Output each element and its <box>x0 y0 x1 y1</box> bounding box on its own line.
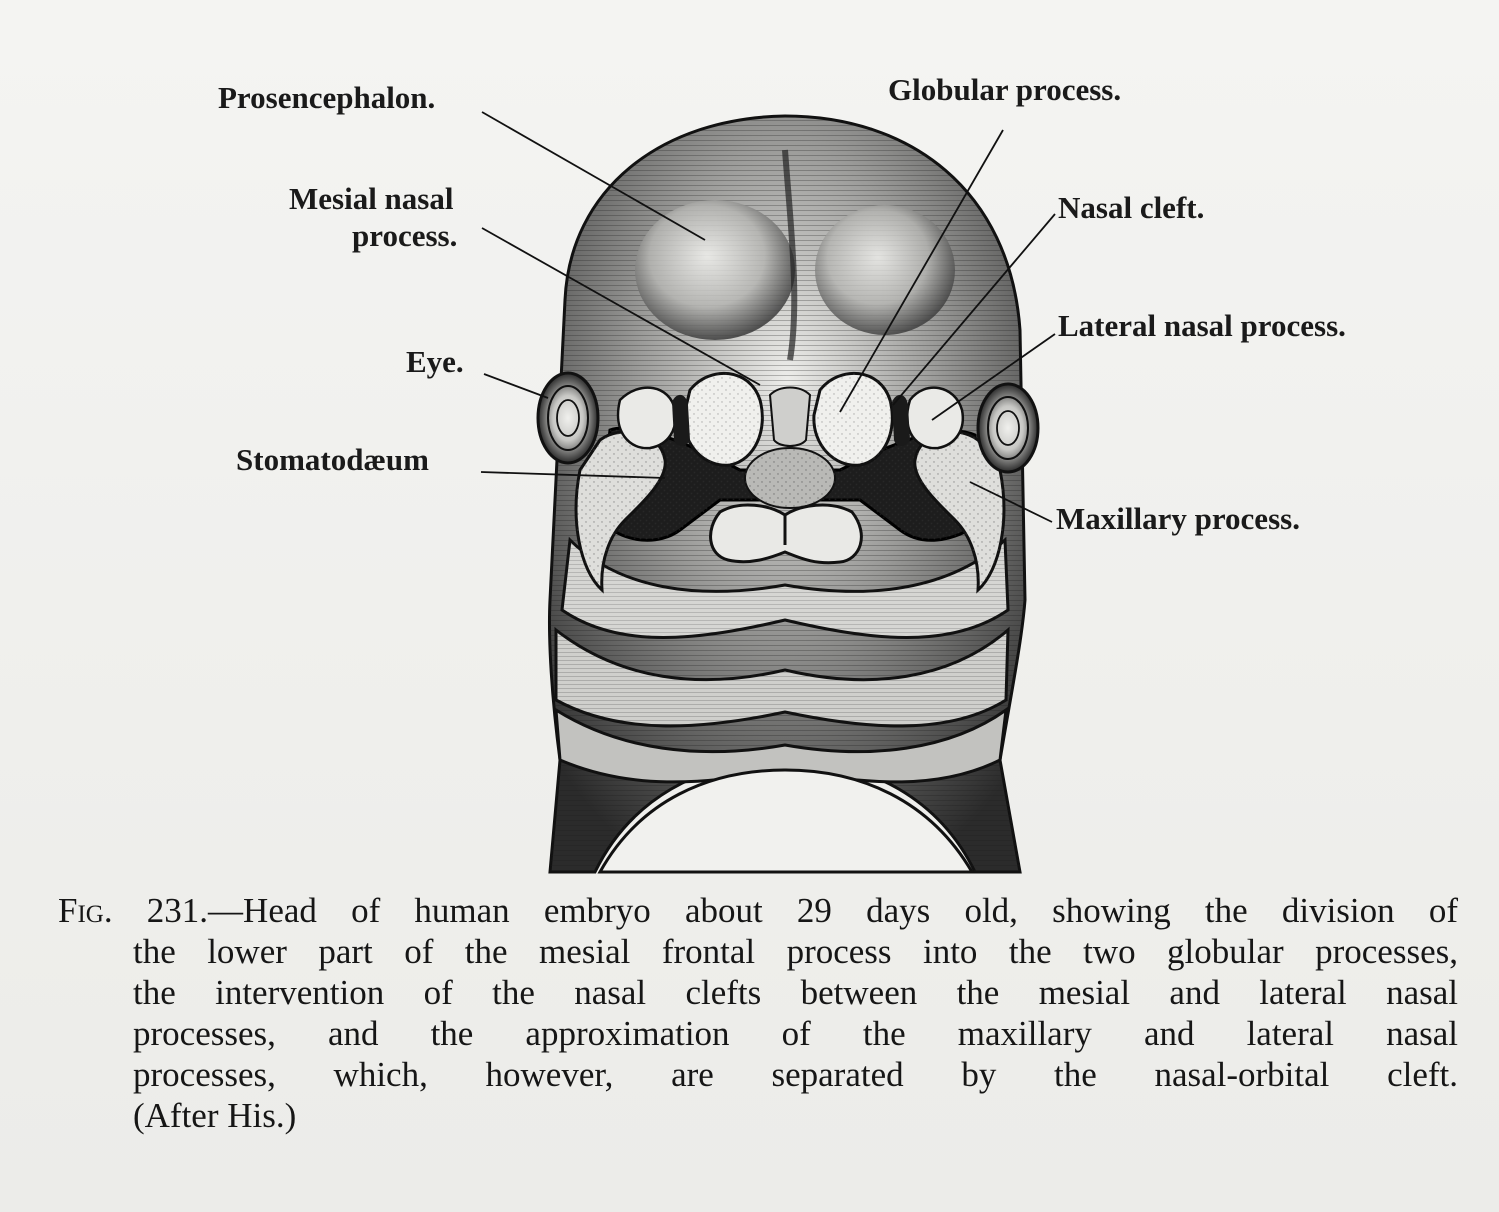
label-mesial-nasal-line2: process. <box>352 218 458 253</box>
caption-line-2: the lower part of the mesial frontal process into the two globular processes, <box>133 932 1458 971</box>
label-prosencephalon: Prosencephalon. <box>218 80 436 115</box>
label-maxillary-process: Maxillary process. <box>1056 501 1300 536</box>
median-notch <box>770 388 810 447</box>
caption-line-5: processes, which, however, are separated by the nasal-orbital cleft. <box>133 1055 1458 1094</box>
leader-eye <box>484 374 548 398</box>
label-globular-process: Globular process. <box>888 72 1122 107</box>
label-lateral-nasal-process: Lateral nasal process. <box>1058 308 1346 343</box>
label-eye: Eye. <box>406 344 464 379</box>
caption-line-4: processes, and the approximation of the maxillary and lateral nasal <box>133 1014 1458 1053</box>
label-stomatodaeum: Stomatodæum <box>236 442 429 477</box>
label-mesial-nasal-line1: Mesial nasal <box>289 181 454 216</box>
caption-line-1 <box>58 890 1458 931</box>
caption-fig-prefix: Fig. <box>58 891 113 930</box>
figure-caption <box>58 890 1458 1136</box>
caption-line-3: the intervention of the nasal clefts between the mesial and lateral nasal <box>133 973 1458 1012</box>
lateral-nasal-process-left <box>618 388 675 448</box>
prosencephalon-left-lobe <box>635 200 795 340</box>
label-nasal-cleft: Nasal cleft. <box>1058 190 1205 225</box>
eye-right <box>978 384 1038 472</box>
prosencephalon-right-lobe <box>815 205 955 335</box>
nasal-cleft-left <box>672 395 690 446</box>
caption-line-1-text: 231.—Head of human embryo about 29 days old, showing the division of <box>146 891 1458 930</box>
caption-line-6: (After His.) <box>133 1096 297 1135</box>
eye-left <box>538 373 598 463</box>
